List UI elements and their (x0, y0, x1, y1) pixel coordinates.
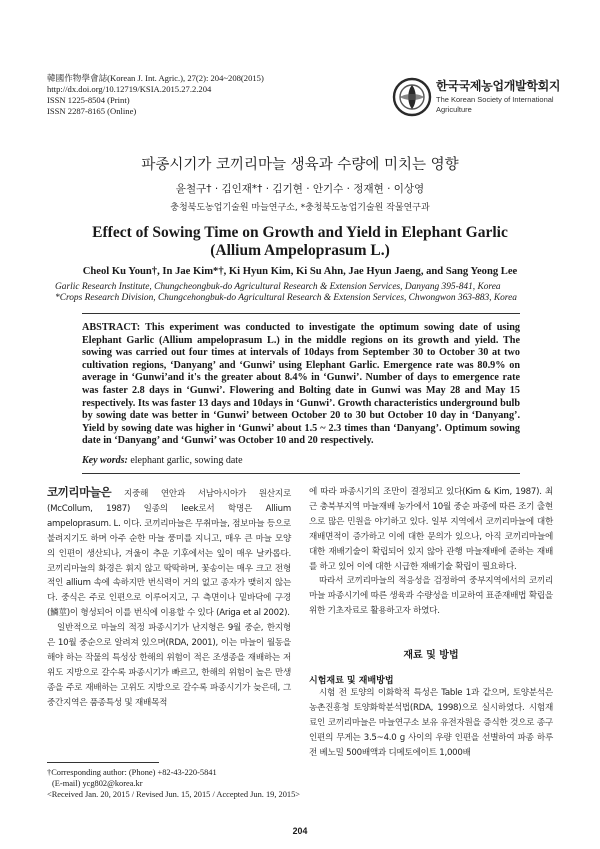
intro-paragraph-1-text: 지중해 연안과 서남아시아가 원산지로 (McCollum, 1987) 일종의 leek로서 학명은 Allium ampeloprasum. L. 이다. 코끼리마늘은 무취마늘, 점보마늘 등으로 불려지기도 하며 아주 순한 마늘 풍미를 지니고, 매우 큰 마늘 모양의 인편이 생산되나, 겨울이 추운 기후에서는 잎이 매우 날카롭다. 코끼리마늘의 화경은 휘지 않고 딱딱하며, 꽃송이는 매우 크고 전형적인 allium 속에 속하지만 번식력이 거의 없고 종자가 맺히지 않는다. 중식은 주로 인편으로 이루어지고, 구 측면이나 밑바닥에 구경(鱗莖)이 형성되어 이를 번식에 이용할 수 있다 (Ariga et al 2002). (47, 489, 291, 619)
doi-link[interactable]: http://dx.doi.org/10.12719/KSIA.2015.27.2.204 (47, 84, 212, 94)
section-heading-methods: 재료 및 방법 (403, 650, 459, 661)
paper-title-en-line2: (Allium Ampeloprasum L.) (210, 242, 390, 259)
footnote-corresponding: †Corresponding author: (Phone) +82-43-220-5841 (47, 768, 217, 777)
page-number: 204 (292, 826, 308, 836)
abstract (82, 322, 520, 448)
society-name-en: The Korean Society of International Agriculture (436, 95, 554, 114)
affiliation-en-1: Garlic Research Institute, Chungcheongbuk-do Agricultural Research & Extension Services, Danyang 395-841, Korea (55, 282, 501, 292)
intro-paragraph-3: 에 따라 파종시기의 조만이 결정되고 있다(Kim & Kim, 1987). 최근 충북부지역 마늘재배 농가에서 10월 중순 파종에 따른 조기 출현으로 많은 민원을 야기하고 있다. 일부 지역에서 코끼리마늘에 대한 재배면적이 증가하고 이에 대한 문의가 있으나, 아직 코끼리마늘에 대한 재배기술이 확립되어 있지 않아 관행 마늘재배에 준하는 재배를 하고 있어 이에 대한 시급한 재배기술 확립이 필요하다. (309, 487, 553, 572)
right-column-methods (309, 686, 553, 761)
abstract-label: ABSTRACT: (82, 322, 141, 333)
authors-en: Cheol Ku Youn†, In Jae Kim*†, Ki Hyun Kim, Ki Su Ahn, Jae Hyun Jaeng, and Sang Yeong Lee (82, 266, 518, 277)
keywords-text: elephant garlic, sowing date (130, 455, 243, 466)
paper-title-en (0, 224, 600, 260)
paper-title-en-line1: Effect of Sowing Time on Growth and Yield in Elephant Garlic (92, 224, 508, 241)
subsection-heading-materials: 시험재료 및 재배방법 (309, 676, 394, 686)
abstract-text: This experiment was conducted to investigate the optimum sowing date of using Elephant Garlic (Allium ampeloprasum L.) in the middle regions on its growth and yield. The sowing was carried out four times at intervals of 10days from September 30 to October 30 at two cultivation regions, ‘Danyang’ and ‘Gunwi’ using Elephant Garlic. Emergence rate was 80.9% on average in ‘Gunwi’and it's the greater about 8.4% in ‘Gunwi’. Number of days to emergence rate was faster 2.8 days in ‘Gunwi’. Flowering and Bolting date in Gunwi was May 28 and May 15 respectively. Its was faster 13 days and 10days in ‘Gunwi’. Growth characteristics underground bulb by sowing date was better in ‘Gunwi’ between October 20 to 30 but October 10 day in ‘Danyang’. Yield by sowing date was higher in ‘Gunwi’ about 1.5 ~ 2.3 times than ‘Danyang’. Optimum sowing date in ‘Danyang’ and ‘Gunwi’ was October 10 and 20 respectively. (82, 322, 520, 447)
authors-kr: 윤철구† · 김인재*† · 김기현 · 안기수 · 정재현 · 이상영 (175, 183, 425, 195)
left-column (47, 485, 291, 711)
methods-paragraph-1: 시험 전 토양의 이화학적 특성은 Table 1과 같으며, 토양분석은 농촌진흥청 토양화학분석법(RDA, 1998)으로 실시하였다. 시험재료인 코끼리마늘은 마늘연구소 보유 유전자원을 증식한 것으로 종구 인편의 무게는 3.5~4.0 g 사이의 우량 인편을 선별하여 파종 하루 전 베노밀 500배액과 디메토에이트 1,000배 (309, 688, 553, 758)
society-logo (392, 75, 562, 125)
intro-paragraph-2: 일반적으로 마늘의 적정 파종시기가 난지형은 9월 중순, 한지형은 10월 중순으로 알려져 있으며(RDA, 2001), 이는 마늘이 월동을 해야 하는 작물의 특성상 한해의 위험이 적은 조생종을 재배하는 저위도 지방으로 갈수록 파종시기가 빠르고, 한해의 위험이 높은 만생종을 주로 재배하는 고위도 지방으로 갈수록 파종시기가 늦은데, 그 중간지역은 품종특성 및 재배목적 (47, 623, 291, 708)
issn-print: ISSN 1225-8504 (Print) (47, 95, 130, 105)
journal-citation: 韓國作物學會誌(Korean J. Int. Agric.), 27(2): 204~208(2015) (47, 73, 264, 83)
intro-lead-word: 코끼리마늘은 (47, 485, 112, 499)
issn-online: ISSN 2287-8165 (Online) (47, 106, 137, 116)
keywords-label: Key words: (82, 455, 128, 466)
society-name-kr: 한국국제농업개발학회지 (436, 79, 561, 93)
footnote-email[interactable]: (E-mail) ycg802@korea.kr (52, 779, 143, 788)
intro-paragraph-1 (47, 485, 291, 621)
affiliation-en-2: *Crops Research Division, Chungcehongbuk-do Agricultural Research & Extension Services, Chwongwon 363-883, Korea (55, 293, 517, 303)
abstract-bottom-rule (82, 473, 520, 474)
paper-title-kr: 파종시기가 코끼리마늘 생육과 수량에 미치는 영향 (141, 157, 459, 173)
society-emblem-icon (392, 77, 432, 117)
right-column (309, 485, 553, 619)
abstract-top-rule (82, 313, 520, 314)
intro-paragraph-4: 따라서 코끼리마늘의 적응성을 검정하여 중부지역에서의 코끼리마늘 파종시기에 따른 생육과 수량성을 비교하여 표준재배법 확립을 위한 기초자료로 활용하고자 하였다. (309, 576, 553, 617)
footnote-rule (47, 762, 159, 763)
keywords (82, 455, 520, 466)
affiliation-kr: 충청북도농업기술원 마늘연구소, *충청북도농업기술원 작물연구과 (170, 203, 430, 213)
footnote-received: <Received Jan. 20, 2015 / Revised Jun. 15, 2015 / Accepted Jun. 19, 2015> (47, 790, 300, 799)
